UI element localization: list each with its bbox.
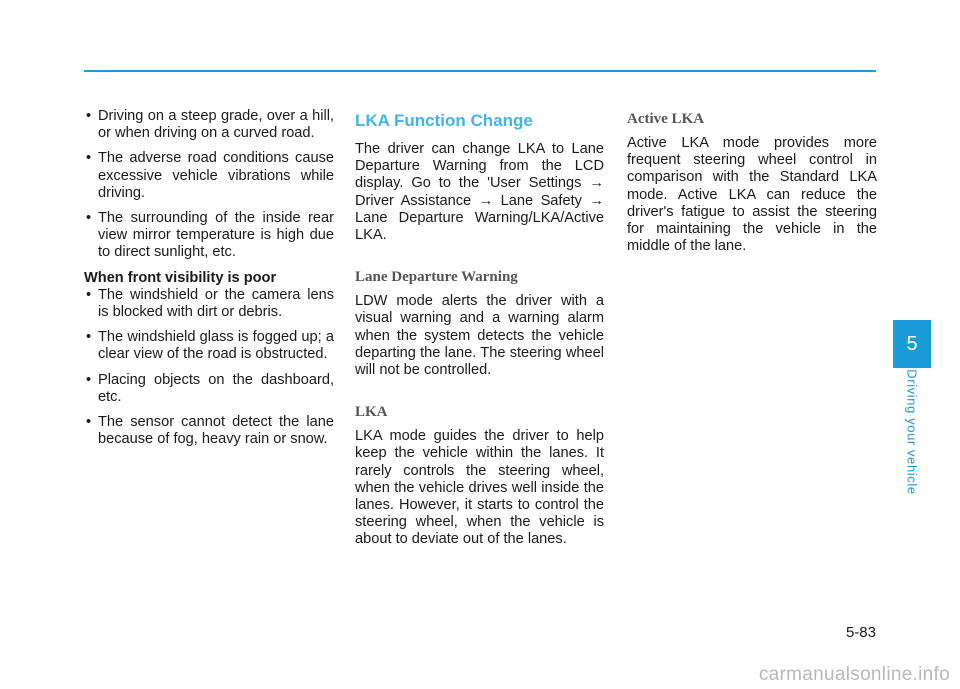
column-left — [84, 108, 334, 456]
active-lka-heading: Active LKA — [627, 111, 705, 127]
visibility-subheading: When front visibility is poor — [84, 269, 277, 286]
visibility-list — [84, 287, 334, 449]
watermark: carmanualsonline.info — [758, 664, 950, 685]
active-lka-paragraph: Active LKA mode provides more frequent steering wheel control in comparison with the Standard LKA mode. Active LKA can reduce the driver's fatigue to assist the steering for maintaining the vehicle in the middle of the lane. — [627, 135, 877, 255]
list-item: • The sensor cannot detect the lane because of fog, heavy rain or snow. — [84, 414, 334, 448]
ldw-paragraph: LDW mode alerts the driver with a visual warning and a warning alarm when the system detects the vehicle departing the lane. The steering wheel will not be controlled. — [355, 293, 604, 379]
list-item: • The windshield glass is fogged up; a clear view of the road is obstructed. — [84, 329, 334, 363]
list-item: • Driving on a steep grade, over a hill, or when driving on a curved road. — [84, 108, 334, 142]
chapter-label: Driving your vehicle — [904, 369, 920, 495]
ldw-heading: Lane Departure Warning — [355, 269, 518, 286]
intro-paragraph: The driver can change LKA to Lane Departure Warning from the LCD display. Go to the 'User Settings → Driver Assistance → Lane Safety → Lane Departure Warning/LKA/Active LKA. — [355, 141, 604, 244]
conditions-list — [84, 108, 334, 262]
list-item: • The windshield or the camera lens is blocked with dirt or debris. — [84, 287, 334, 321]
list-item: • The surrounding of the inside rear view mirror temperature is high due to direct sunlight, etc. — [84, 210, 334, 262]
lka-paragraph: LKA mode guides the driver to help keep the vehicle within the lanes. It rarely controls the steering wheel, when the vehicle drives well inside the lanes. However, it starts to control the steering wheel, when the vehicle is about to deviate out of the lanes. — [355, 428, 604, 548]
column-middle — [355, 108, 604, 549]
lka-heading: LKA — [355, 404, 388, 421]
column-right — [627, 108, 877, 255]
list-item: • The adverse road conditions cause excessive vehicle vibrations while driving. — [84, 150, 334, 202]
page-number: 5-83 — [845, 624, 876, 641]
list-item: • Placing objects on the dashboard, etc. — [84, 372, 334, 406]
header-rule — [84, 70, 876, 72]
chapter-number-tab: 5 — [893, 320, 931, 368]
section-title: LKA Function Change — [355, 111, 533, 130]
